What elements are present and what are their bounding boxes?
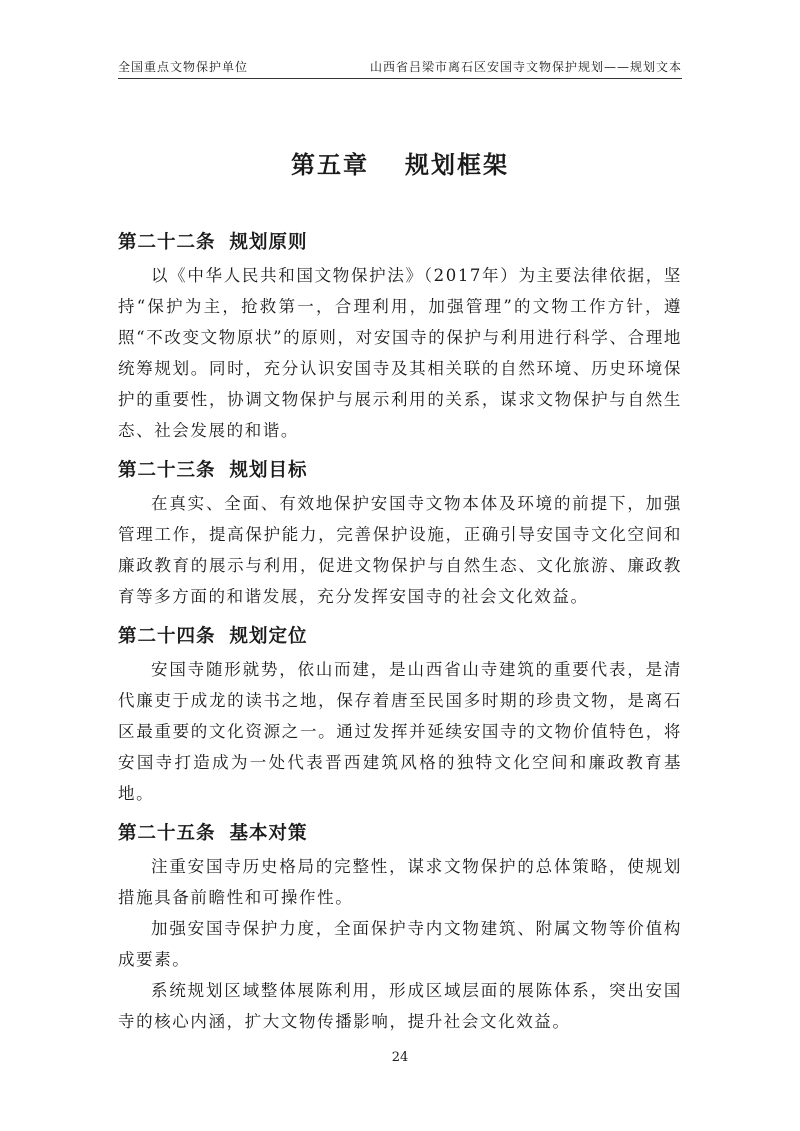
chapter-number: 第五章 <box>291 151 369 179</box>
header-left: 全国重点文物保护单位 <box>118 60 249 74</box>
article-number: 第二十四条 <box>118 626 216 647</box>
article-number: 第二十五条 <box>118 823 216 844</box>
paragraph: 系统规划区域整体展陈利用，形成区域层面的展陈体系，突出安国寺的核心内涵，扩大文物传播影响，提升社会文化效益。 <box>118 981 682 1031</box>
article-24 <box>118 620 682 809</box>
article-title <box>118 620 682 654</box>
article-number: 第二十二条 <box>118 232 216 253</box>
article-25 <box>118 817 682 1037</box>
paragraph: 安国寺随形就势，依山而建，是山西省山寺建筑的重要代表，是清代廉吏于成龙的读书之地，保存着唐至民国多时期的珍贵文物，是离石区最重要的文化资源之一。通过发挥并延续安国寺的文物价值特色，将安国寺打造成为一处代表晋西建筑风格的独特文化空间和廉政教育基地。 <box>118 660 682 803</box>
article-name: 规划目标 <box>229 460 308 481</box>
chapter-title <box>0 145 800 180</box>
paragraph: 以《中华人民共和国文物保护法》（2017年）为主要法律依据，坚持“保护为主，抢救第一，合理利用，加强管理”的文物工作方针，遵照“不改变文物原状”的原则，对安国寺的保护与利用进行科学、合理地统筹规划。同时，充分认识安国寺及其相关联的自然环境、历史环境保护的重要性，协调文物保护与展示利用的关系，谋求文物保护与自然生态、社会发展的和谐。 <box>118 266 682 440</box>
chapter-name: 规划框架 <box>405 151 509 179</box>
document-body <box>118 226 682 1045</box>
article-title <box>118 817 682 851</box>
article-number: 第二十三条 <box>118 460 216 481</box>
header-right: 山西省吕梁市离石区安国寺文物保护规划——规划文本 <box>369 60 682 74</box>
article-title <box>118 226 682 260</box>
article-name: 规划定位 <box>229 626 308 647</box>
paragraph: 在真实、全面、有效地保护安国寺文物本体及环境的前提下，加强管理工作，提高保护能力，完善保护设施，正确引导安国寺文化空间和廉政教育的展示与利用，促进文物保护与自然生态、文化旅游、廉政教育等多方面的和谐发展，充分发挥安国寺的社会文化效益。 <box>118 494 682 606</box>
article-name: 基本对策 <box>229 823 308 844</box>
article-title <box>118 454 682 488</box>
article-23 <box>118 454 682 612</box>
article-name: 规划原则 <box>229 232 308 253</box>
page-number: 24 <box>391 1050 409 1065</box>
article-22 <box>118 226 682 446</box>
running-header <box>118 57 682 79</box>
paragraph: 注重安国寺历史格局的完整性，谋求文物保护的总体策略，使规划措施具备前瞻性和可操作性。 <box>118 857 682 907</box>
paragraph: 加强安国寺保护力度，全面保护寺内文物建筑、附属文物等价值构成要素。 <box>118 919 682 969</box>
